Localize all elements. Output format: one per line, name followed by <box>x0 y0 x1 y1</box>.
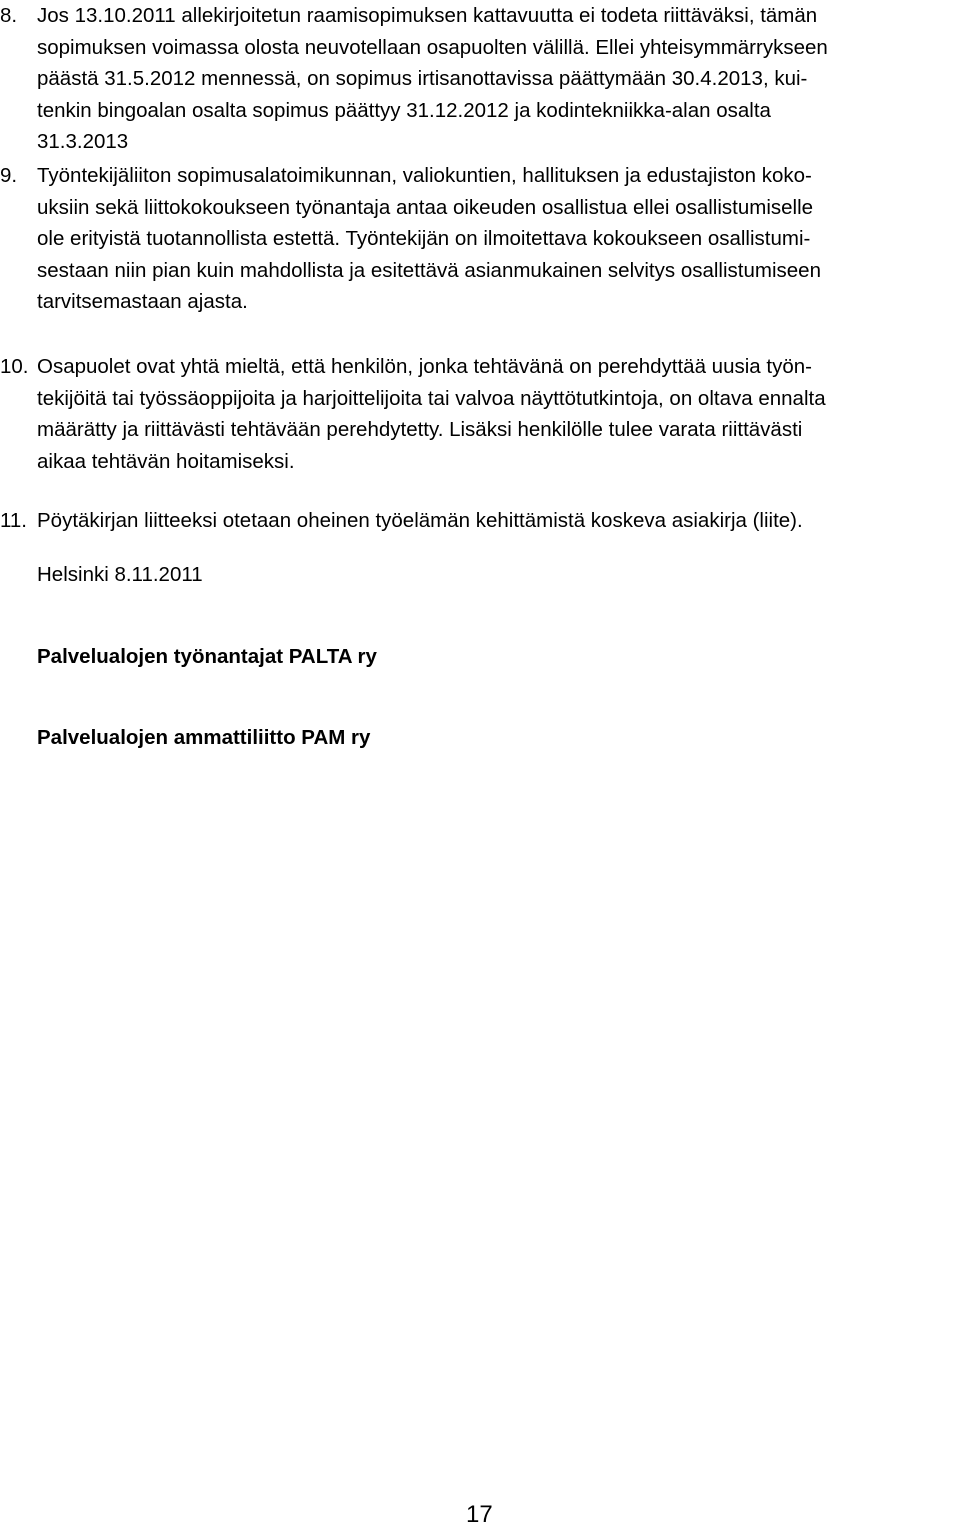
paragraph-line: Työntekijäliiton sopimusalatoimikunnan, valiokuntien, hallituksen ja edustajiston koko- <box>37 164 812 187</box>
paragraph-number: 8. <box>0 4 18 27</box>
paragraph-line: aikaa tehtävän hoitamiseksi. <box>37 449 295 473</box>
place-and-date: Helsinki 8.11.2011 <box>37 563 203 586</box>
paragraph-line: tekijöitä tai työssäoppijoita ja harjoittelijoita tai valvoa näyttötutkintoja, on oltava ennalta <box>37 386 826 410</box>
paragraph-line: Jos 13.10.2011 allekirjoitetun raamisopimuksen kattavuutta ei todeta riittäväksi, tämän <box>37 4 818 27</box>
signatory-employer: Palvelualojen työnantajat PALTA ry <box>37 645 377 668</box>
paragraph-line: sestaan niin pian kuin mahdollista ja esitettävä asianmukainen selvitys osallistumiseen <box>37 258 821 282</box>
paragraph-body <box>37 505 960 537</box>
paragraph-line: tenkin bingoalan osalta sopimus päättyy 31.12.2012 ja kodintekniikka-alan osalta <box>37 98 771 122</box>
signatory-union: Palvelualojen ammattiliitto PAM ry <box>37 726 371 749</box>
paragraph-body <box>37 351 960 477</box>
paragraph-line: 31.3.2013 <box>37 130 129 154</box>
paragraph-line: Pöytäkirjan liitteeksi otetaan oheinen työelämän kehittämistä koskeva asiakirja (liite). <box>37 509 803 532</box>
paragraph-number: 11. <box>0 509 27 532</box>
paragraph-line: ole erityistä tuotannollista estettä. Työntekijän on ilmoitettava kokoukseen osallistumi- <box>37 227 811 251</box>
paragraph-body <box>37 160 960 318</box>
paragraph-line: määrätty ja riittävästi tehtävään perehdytetty. Lisäksi henkilölle tulee varata riittävästi <box>37 418 803 442</box>
paragraph-line: päästä 31.5.2012 mennessä, on sopimus irtisanottavissa päättymään 30.4.2013, kui- <box>37 67 808 91</box>
paragraph-line: uksiin sekä liittokokoukseen työnantaja antaa oikeuden osallistua ellei osallistumiselle <box>37 195 814 219</box>
paragraph-line: Osapuolet ovat yhtä mieltä, että henkilön, jonka tehtävänä on perehdyttää uusia työn- <box>37 355 812 378</box>
paragraph-body <box>37 0 960 158</box>
page-number: 17 <box>466 1501 493 1528</box>
paragraph-number: 10. <box>0 355 29 378</box>
paragraph-number: 9. <box>0 164 18 187</box>
paragraph-line: sopimuksen voimassa olosta neuvotellaan osapuolten välillä. Ellei yhteisymmärrykseen <box>37 35 828 59</box>
paragraph-line: tarvitsemastaan ajasta. <box>37 290 248 314</box>
